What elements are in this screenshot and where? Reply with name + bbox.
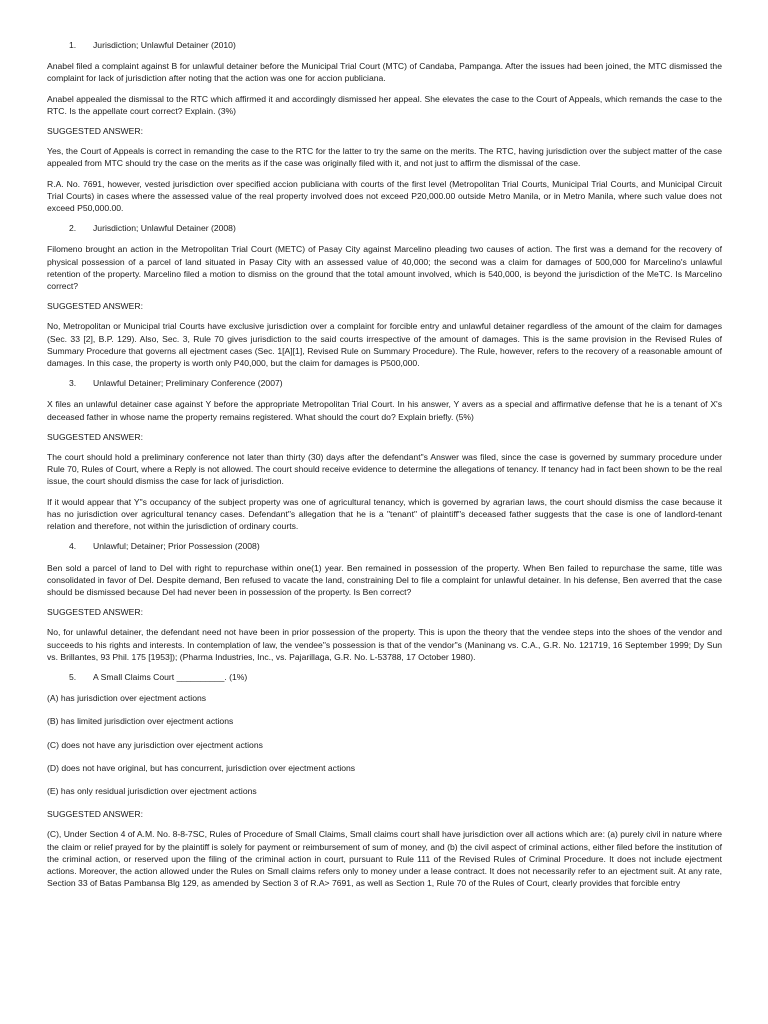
answer-text: Yes, the Court of Appeals is correct in remanding the case to the RTC for the latter to try the same on the merits. The RTC, having jurisdiction over the subject matter of the case appealed from MTC should try the case on the merits as if the case was originally filed with it, and not just to affirm the dismissal of the case. xyxy=(47,146,722,169)
answer-choice: (D) does not have original, but has concurrent, jurisdiction over ejectment actions xyxy=(47,762,356,773)
question-heading xyxy=(47,540,722,552)
question-title: Unlawful; Detainer; Prior Possession (2008) xyxy=(93,541,260,552)
answer-label: SUGGESTED ANSWER: xyxy=(47,301,143,312)
question-number: 4. xyxy=(69,541,77,552)
answer-choice: (E) has only residual jurisdiction over ejectment actions xyxy=(47,785,257,796)
question-text: X files an unlawful detainer case against Y before the appropriate Metropolitan Trial Court. In his answer, Y avers as a special and affirmative defense that he is a tenant of X's deceased father in whose name the property remains registered. What should the court do? Explain briefly. (5%) xyxy=(47,399,722,422)
question-heading xyxy=(47,671,722,683)
question-text: Filomeno brought an action in the Metropolitan Trial Court (METC) of Pasay City against Marcelino pleading two causes of action. The first was a demand for the recovery of physical possession of a parcel of land situated in Pasay City with an assessed value of 40,000; the second was a claim for damages of 500,000 for Marcelino's unlawful retention of the property. Marcelino filed a motion to dismiss on the ground that the total amount involved, which is 540,000, is beyond the jurisdiction of the MeTC. Is Marcelino correct? xyxy=(47,244,722,292)
question-text: Ben sold a parcel of land to Del with right to repurchase within one(1) year. Ben remained in possession of the property. When Ben failed to repurchase the same, title was consolidated in favor of Del. Despite demand, Ben refused to vacate the land, constraining Del to file a complaint for unlawful detainer. In his defense, Ben averred that the case should be dismissed because Del had never been in possession of the property. Is Ben correct? xyxy=(47,562,722,597)
question-title: A Small Claims Court __________. (1%) xyxy=(93,671,248,682)
question-number: 3. xyxy=(69,378,77,389)
question-title: Jurisdiction; Unlawful Detainer (2010) xyxy=(93,40,236,50)
question-number: 5. xyxy=(69,671,77,682)
question-title: Jurisdiction; Unlawful Detainer (2008) xyxy=(93,223,236,234)
question-text: Anabel appealed the dismissal to the RTC which affirmed it and accordingly dismissed her appeal. She elevates the case to the Court of Appeals, which remands the case to the RTC. Is the appellate court correct? Explain. (3%) xyxy=(47,93,722,116)
answer-label: SUGGESTED ANSWER: xyxy=(47,607,143,618)
question-text: Anabel filed a complaint against B for unlawful detainer before the Municipal Trial Court (MTC) of Candaba, Pampanga. After the issues had been joined, the MTC dismissed the complaint for lack of jurisdiction after noting that the action was one for accion publiciana. xyxy=(47,61,722,84)
answer-choice: (C) does not have any jurisdiction over ejectment actions xyxy=(47,739,263,750)
answer-text: (C), Under Section 4 of A.M. No. 8-8-7SC, Rules of Procedure of Small Claims, Small claims court shall have jurisdiction over all actions which are: (a) purely civil in nature where the claim or relief prayed for by the plaintiff is solely for payment or reimbursement of sum of money, and (b) the civil aspect of criminal actions, either filed before the institution of the criminal action, or reserved upon the filing of the criminal action in court, pursuant to Rule 111 of the Revised Rules of Criminal Procedure. It does not include ejectment actions. Moreover, the action allowed under the Rules on Small claims refers only to money under a lease contract. It does not necessarily refer to an ejectment suit. At any rate, Section 33 of Batas Pambansa Blg 129, as amended by Section 3 of R.A> 7691, as well as Section 1, Rule 70 of the Rules of Court, clearly provides that forcible entry xyxy=(47,829,722,889)
answer-text: The court should hold a preliminary conference not later than thirty (30) days after the defendant"s Answer was filed, since the case is governed by summary procedure under Rule 70, Rules of Court, where a Reply is not allowed. The court should receive evidence to determine the allegations of tenancy. If tenancy had in fact been shown to be the real issue, the court should dismiss the case for lack of jurisdiction. xyxy=(47,452,722,487)
question-heading xyxy=(47,377,722,389)
question-title: Unlawful Detainer; Preliminary Conference (2007) xyxy=(93,378,283,389)
answer-choice: (A) has jurisdiction over ejectment actions xyxy=(47,693,207,704)
answer-choice: (B) has limited jurisdiction over ejectment actions xyxy=(47,716,234,727)
question-number: 1. xyxy=(69,40,77,50)
answer-label: SUGGESTED ANSWER: xyxy=(47,809,143,820)
question-heading xyxy=(47,222,722,234)
answer-label: SUGGESTED ANSWER: xyxy=(47,126,143,137)
answer-label: SUGGESTED ANSWER: xyxy=(47,431,143,442)
answer-text: No, Metropolitan or Municipal trial Courts have exclusive jurisdiction over a complaint for forcible entry and unlawful detainer regardless of the amount of the claim for damages (Sec. 33 [2], B.P. 129). Also, Sec. 3, Rule 70 gives jurisdiction to the said courts irrespective of the amount of damages. This is the same provision in the Revised Rules of Summary Procedure that governs all ejectment cases (Sec. 1[A][1], Revised Rule on Summary Procedure). The Rule, however, refers to the recovery of a reasonable amount of damages. In this case, the property is worth only P40,000, but the claim for damages is P500,000. xyxy=(47,321,722,369)
answer-text: R.A. No. 7691, however, vested jurisdiction over specified accion publiciana with courts of the first level (Metropolitan Trial Courts, Municipal Trial Courts, and Municipal Circuit Trial Courts) in cases where the assessed value of the real property involved does not exceed P20,000.00 outside Metro Manila, or in Metro Manila, where such value does not exceed P50,000.00. xyxy=(47,178,722,214)
document-page xyxy=(47,39,722,897)
question-heading xyxy=(47,39,722,51)
question-number: 2. xyxy=(69,223,77,234)
answer-text: No, for unlawful detainer, the defendant need not have been in prior possession of the property. This is upon the theory that the vendee steps into the shoes of the vendor and succeeds to his rights and interests. In contemplation of law, the vendee"s possession is that of the vendor"s (Maninang vs. C.A., G.R. No. 121719, 16 September 1999; Dy Sun vs. Brillantes, 93 Phil. 175 [1953]); (Pharma Industries, Inc., vs. Pajarillaga, G.R. No. L-53788, 17 October 1980). xyxy=(47,627,722,662)
answer-text: If it would appear that Y"s occupancy of the subject property was one of agricultural tenancy, which is governed by agrarian laws, the court should dismiss the case because it has no jurisdiction over agricultural tenancy cases. Defendant"s allegation that he is a "tenant" of plaintiff"s deceased father suggests that the case is one of landlord-tenant relation and therefore, not within the jurisdiction of ordinary courts. xyxy=(47,496,722,532)
